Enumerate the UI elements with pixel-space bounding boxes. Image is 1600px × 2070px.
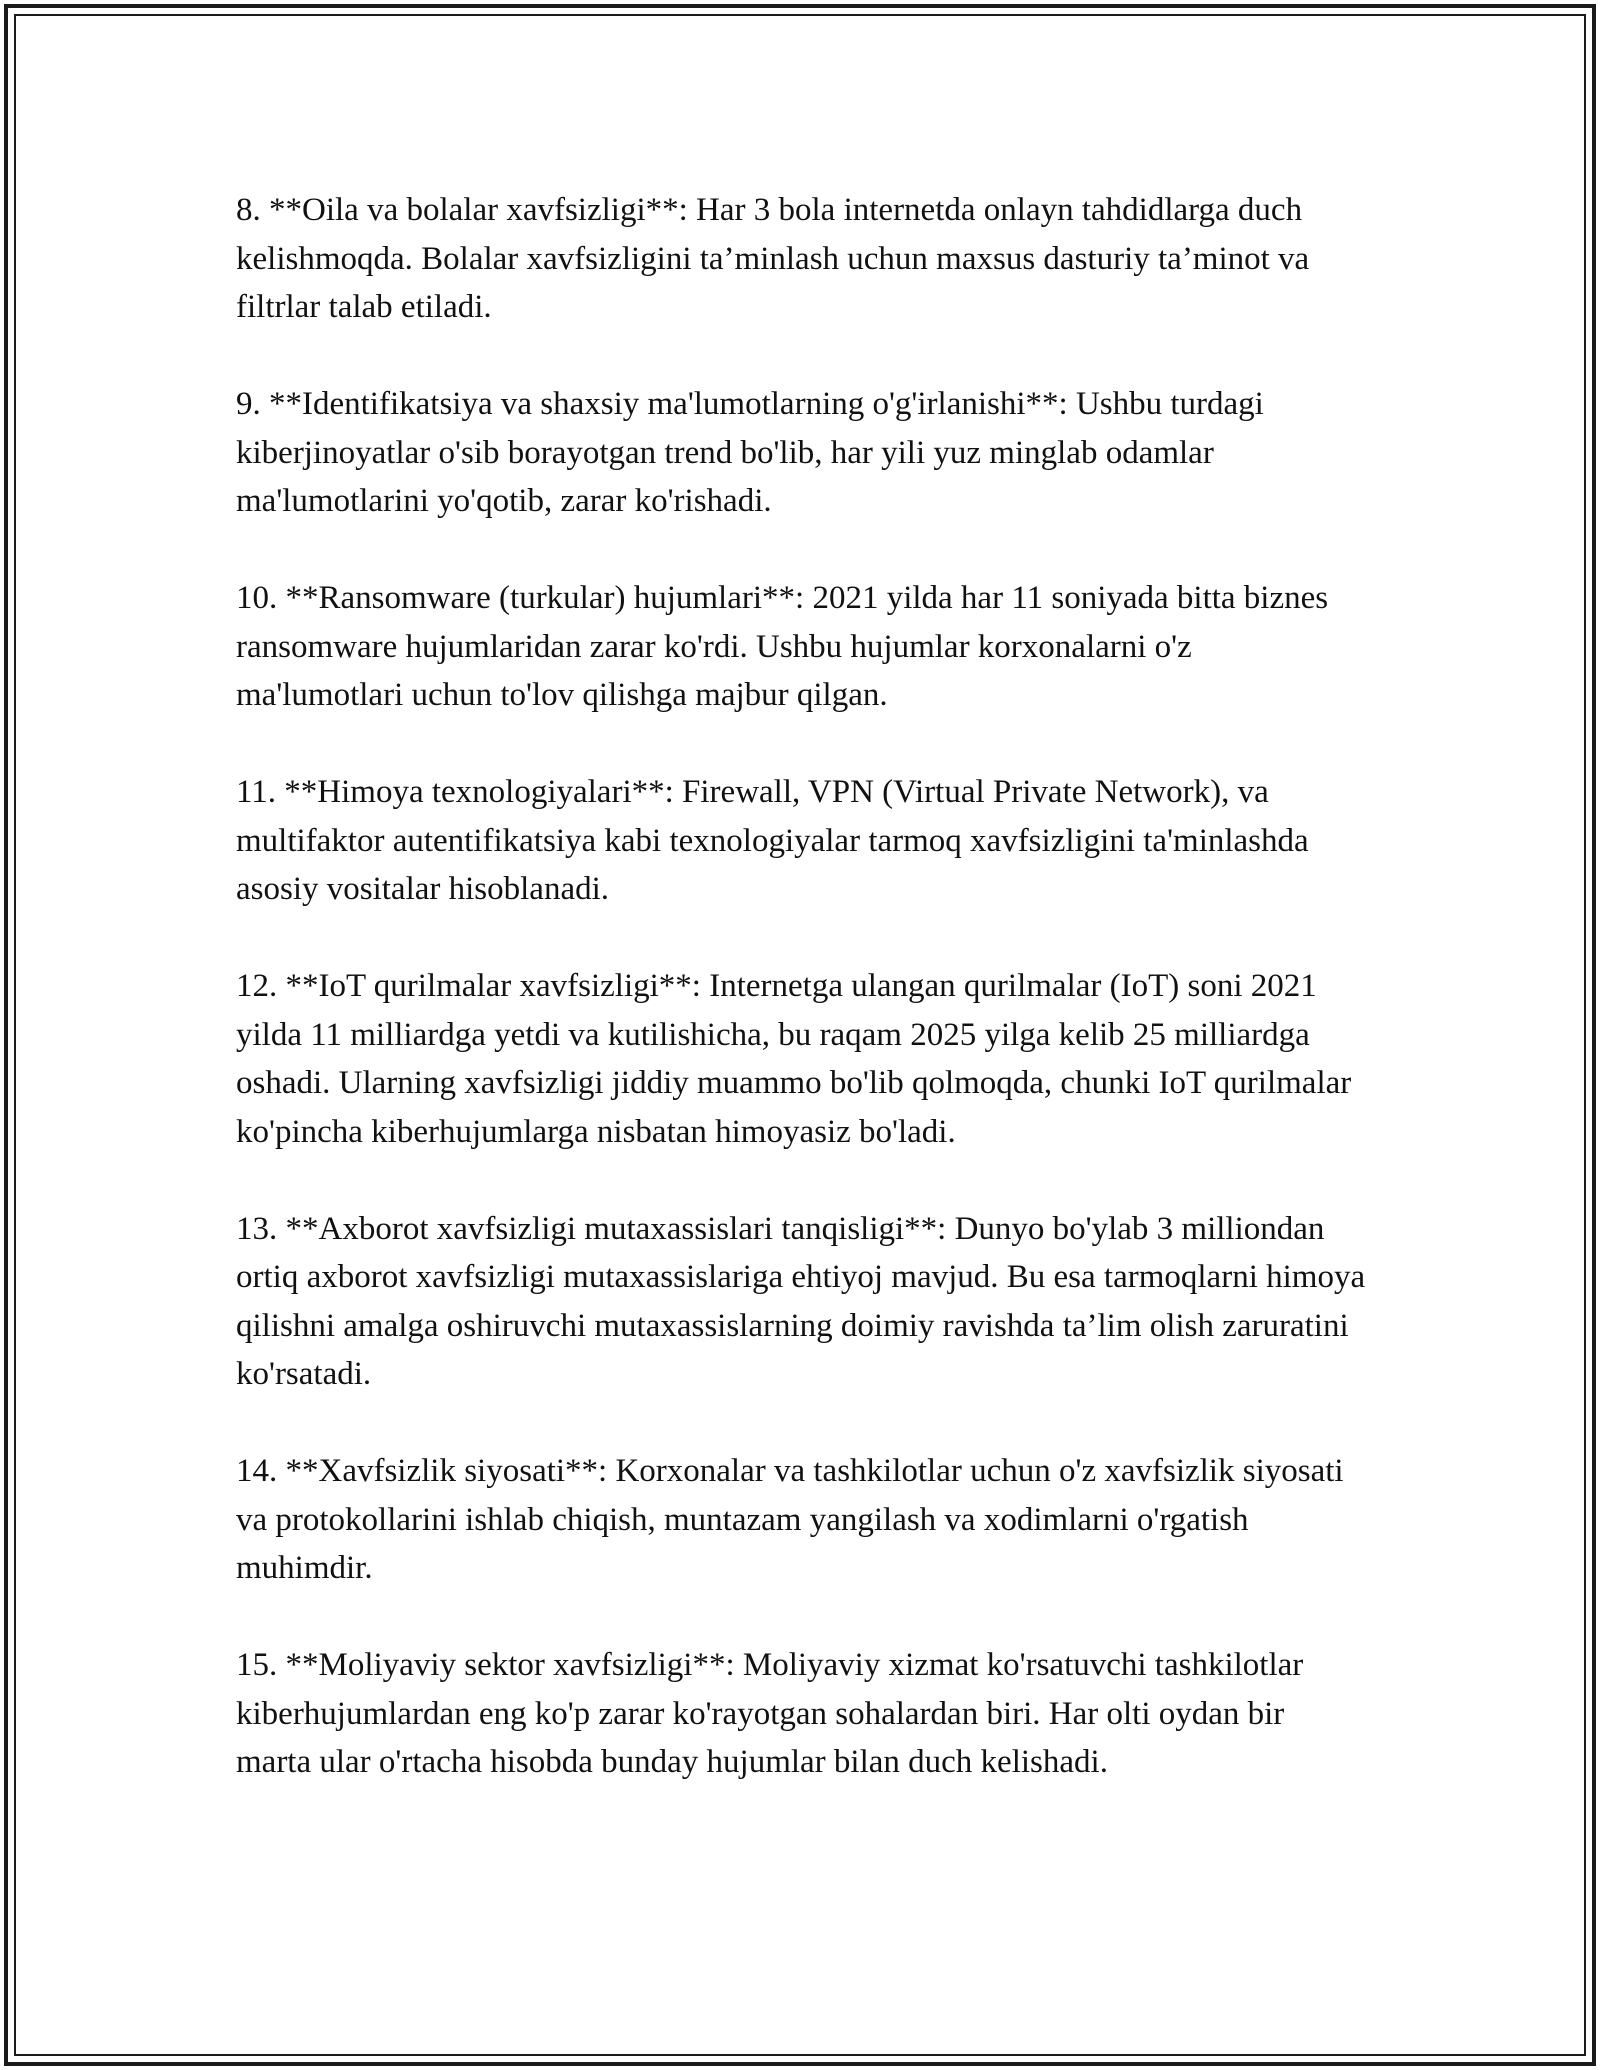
paragraph-item-15: 15. **Moliyaviy sektor xavfsizligi**: Moliyaviy xizmat ko'rsatuvchi tashkilotlar kiberhujumlardan eng ko'p zarar ko'rayotgan sohalardan biri. Har olti oydan bir marta ular o'rtacha hisobda bunday hujumlar bilan duch kelishadi.: [236, 1647, 1304, 1780]
paragraph-item-12: 12. **IoT qurilmalar xavfsizligi**: Internetga ulangan qurilmalar (IoT) soni 2021 yilda 11 milliardga yetdi va kutilishicha, bu raqam 2025 yilga kelib 25 milliardga oshadi. Ularning xavfsizligi jiddiy muammo bo'lib qolmoqda, chunki IoT qurilmalar ko'pincha kiberhujumlarga nisbatan himoyasiz bo'ladi.: [236, 968, 1352, 1150]
paragraph-item-14: 14. **Xavfsizlik siyosati**: Korxonalar va tashkilotlar uchun o'z xavfsizlik siyosati va protokollarini ishlab chiqish, muntazam yangilash va xodimlarni o'rgatish muhimdir.: [236, 1453, 1344, 1586]
document-body: [236, 186, 1366, 1835]
paragraph-item-8: 8. **Oila va bolalar xavfsizligi**: Har 3 bola internetda onlayn tahdidlarga duch kelishmoqda. Bolalar xavfsizligini ta’minlash uchun maxsus dasturiy ta’minot va filtrlar talab etiladi.: [236, 192, 1310, 325]
paragraph-item-9: 9. **Identifikatsiya va shaxsiy ma'lumotlarning o'g'irlanishi**: Ushbu turdagi kiberjinoyatlar o'sib borayotgan trend bo'lib, har yili yuz minglab odamlar ma'lumotlarini yo'qotib, zarar ko'rishadi.: [236, 386, 1264, 519]
paragraph-item-11: 11. **Himoya texnologiyalari**: Firewall, VPN (Virtual Private Network), va multifaktor autentifikatsiya kabi texnologiyalar tarmoq xavfsizligini ta'minlashda asosiy vositalar hisoblanadi.: [236, 774, 1309, 907]
paragraph-item-13: 13. **Axborot xavfsizligi mutaxassislari tanqisligi**: Dunyo bo'ylab 3 milliondan ortiq axborot xavfsizligi mutaxassislariga ehtiyoj mavjud. Bu esa tarmoqlarni himoya qilishni amalga oshiruvchi mutaxassislarning doimiy ravishda ta’lim olish zaruratini ko'rsatadi.: [236, 1210, 1366, 1392]
paragraph-item-10: 10. **Ransomware (turkular) hujumlari**: 2021 yilda har 11 soniyada bitta biznes ransomware hujumlaridan zarar ko'rdi. Ushbu hujumlar korxonalarni o'z ma'lumotlari uchun to'lov qilishga majbur qilgan.: [236, 580, 1329, 713]
